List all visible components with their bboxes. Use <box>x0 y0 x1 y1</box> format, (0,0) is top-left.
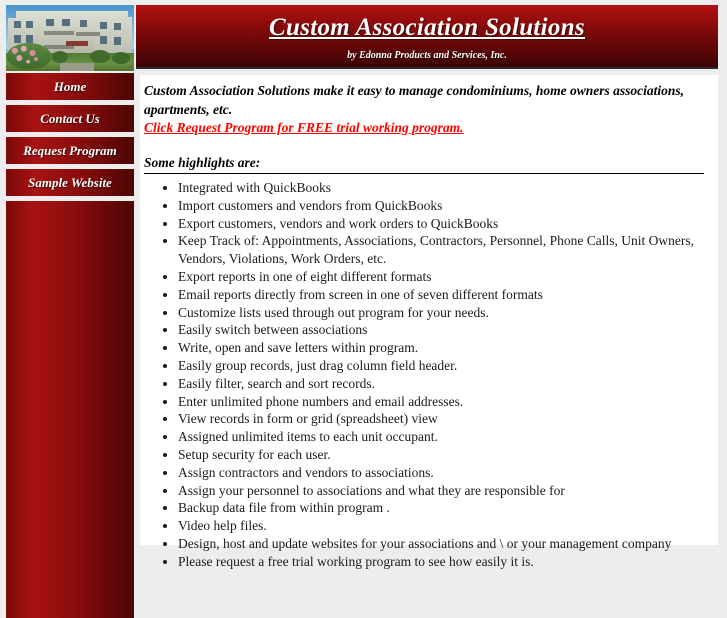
list-item: • Easily group records, just drag column field header. <box>178 357 708 375</box>
list-item: • Export customers, vendors and work orders to QuickBooks <box>178 215 708 233</box>
photo-shrub <box>52 51 68 63</box>
list-item: • Video help files. <box>178 517 708 535</box>
photo-balcony <box>76 32 100 36</box>
photo-window <box>80 20 87 27</box>
photo-window <box>114 23 121 30</box>
list-item: • Assigned unlimited items to each unit occupant. <box>178 428 708 446</box>
sidebar-item-sample-website[interactable]: Sample Website <box>6 169 134 196</box>
photo-window <box>46 19 54 26</box>
sidebar-item-request-program[interactable]: Request Program <box>6 137 134 164</box>
photo-window <box>26 21 33 28</box>
highlights-heading: Some highlights are: <box>144 155 261 170</box>
list-item: • Please request a free trial working program to see how easily it is. <box>178 553 708 571</box>
list-item: • Backup data file from within program . <box>178 499 708 517</box>
intro-paragraph: Custom Association Solutions make it easy to manage condominiums, home owners associations, apartments, etc. <box>144 83 684 117</box>
photo-window <box>100 22 107 29</box>
list-item: • Keep Track of: Appointments, Associations, Contractors, Personnel, Phone Calls, Unit Owners, Vendors, Violations, Work Orders, etc. <box>178 232 708 268</box>
sidebar-background-panel <box>6 201 134 618</box>
list-item: • Integrated with QuickBooks <box>178 179 708 197</box>
photo-flowering-bush <box>7 43 51 69</box>
main-content <box>140 75 718 569</box>
photo-window <box>100 36 107 44</box>
list-item: • Design, host and update websites for your associations and \ or your management company <box>178 535 708 553</box>
list-item: • Customize lists used through out program for your needs. <box>178 304 708 322</box>
list-item: • Write, open and save letters within program. <box>178 339 708 357</box>
photo-window <box>14 21 21 28</box>
photo-window <box>14 35 21 43</box>
list-item: • Assign your personnel to associations and what they are responsible for <box>178 482 708 500</box>
list-item: • View records in form or grid (spreadsheet) view <box>178 410 708 428</box>
list-item: • Export reports in one of eight different formats <box>178 268 708 286</box>
list-item: • Enter unlimited phone numbers and email addresses. <box>178 393 708 411</box>
photo-shrub <box>112 52 130 64</box>
photo-window <box>26 35 33 43</box>
photo-balcony <box>44 31 74 35</box>
list-item: • Easily switch between associations <box>178 321 708 339</box>
section-divider <box>144 173 704 174</box>
photo-window <box>114 37 121 45</box>
site-header-banner <box>136 5 718 69</box>
photo-walkway <box>60 63 94 71</box>
list-item: • Import customers and vendors from QuickBooks <box>178 197 708 215</box>
sidebar-item-home[interactable]: Home <box>6 73 134 100</box>
list-item: • Email reports directly from screen in one of seven different formats <box>178 286 708 304</box>
sidebar-item-contact-us[interactable]: Contact Us <box>6 105 134 132</box>
page-subtitle: by Edonna Products and Services, Inc. <box>347 50 507 61</box>
photo-entry-awning <box>66 41 88 46</box>
photo-shrub <box>90 50 110 63</box>
condominium-building-photo <box>6 5 134 71</box>
photo-window <box>62 19 70 26</box>
sidebar-navigation <box>6 73 134 545</box>
list-item: • Assign contractors and vendors to associations. <box>178 464 708 482</box>
highlights-list <box>144 179 708 571</box>
list-item: • Setup security for each user. <box>178 446 708 464</box>
page-title: Custom Association Solutions <box>269 14 585 41</box>
list-item: • Easily filter, search and sort records. <box>178 375 708 393</box>
free-trial-link[interactable]: Click Request Program for FREE trial working program. <box>144 120 464 135</box>
